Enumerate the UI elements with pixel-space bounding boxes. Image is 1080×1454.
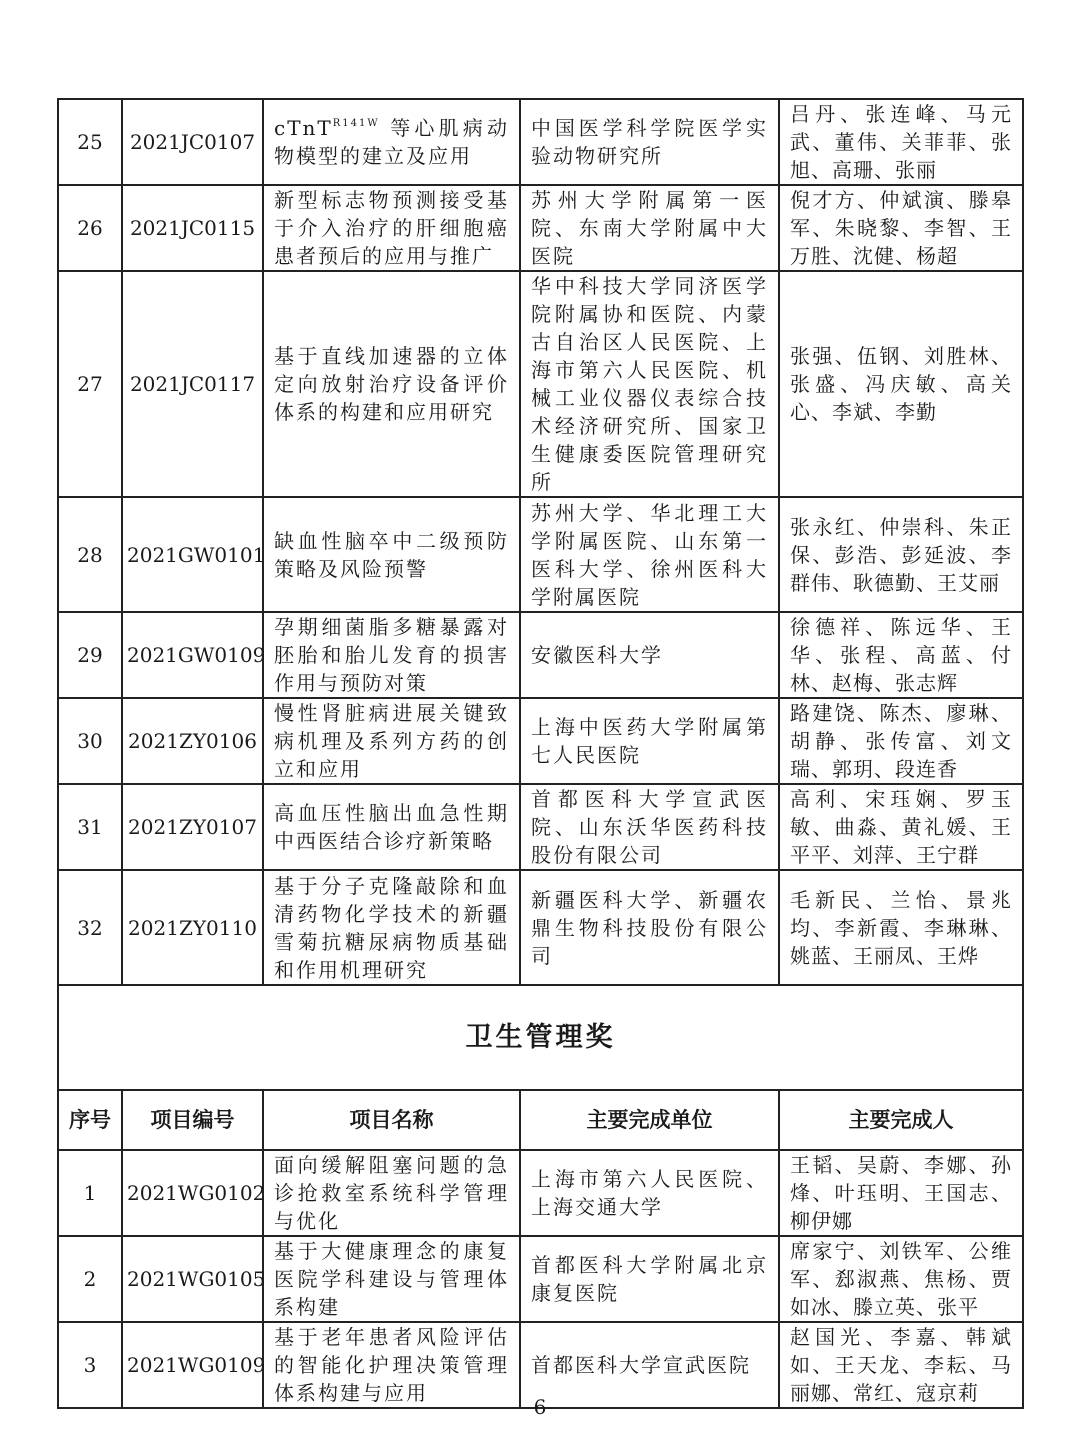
project-name: 基于大健康理念的康复医院学科建设与管理体系构建 [263, 1236, 520, 1322]
completion-unit: 苏州大学、华北理工大学附属医院、山东第一医科大学、徐州医科大学附属医院 [520, 497, 779, 612]
completion-unit: 上海中医药大学附属第七人民医院 [520, 698, 779, 784]
completion-people: 张永红、仲崇科、朱正保、彭浩、彭延波、李群伟、耿德勤、王艾丽 [779, 497, 1023, 612]
table-header-row [58, 1090, 1023, 1150]
header-name: 项目名称 [263, 1090, 520, 1150]
table-row [58, 99, 1023, 185]
section-title: 卫生管理奖 [58, 985, 1023, 1090]
row-number: 2 [58, 1236, 122, 1322]
project-name: 基于直线加速器的立体定向放射治疗设备评价体系的构建和应用研究 [263, 271, 520, 497]
project-code: 2021JC0107 [122, 99, 263, 185]
row-number: 30 [58, 698, 122, 784]
project-code: 2021WG0109 [122, 1322, 263, 1408]
table-row [58, 497, 1023, 612]
table-row [58, 1236, 1023, 1322]
completion-people: 倪才方、仲斌演、滕皋军、朱晓黎、李智、王万胜、沈健、杨超 [779, 185, 1023, 271]
completion-unit: 安徽医科大学 [520, 612, 779, 698]
header-no: 序号 [58, 1090, 122, 1150]
row-number: 3 [58, 1322, 122, 1408]
project-code: 2021WG0102 [122, 1150, 263, 1236]
project-name: 孕期细菌脂多糖暴露对胚胎和胎儿发育的损害作用与预防对策 [263, 612, 520, 698]
project-name: 慢性肾脏病进展关键致病机理及系列方药的创立和应用 [263, 698, 520, 784]
project-code: 2021ZY0110 [122, 870, 263, 985]
header-code: 项目编号 [122, 1090, 263, 1150]
table-row [58, 185, 1023, 271]
awards-table [57, 98, 1024, 1409]
completion-people: 毛新民、兰怡、景兆均、李新霞、李琳琳、姚蓝、王丽凤、王烨 [779, 870, 1023, 985]
completion-unit: 中国医学科学院医学实验动物研究所 [520, 99, 779, 185]
project-code: 2021JC0115 [122, 185, 263, 271]
row-number: 28 [58, 497, 122, 612]
completion-people: 徐德祥、陈远华、王华、张程、高蓝、付林、赵梅、张志辉 [779, 612, 1023, 698]
project-name: 基于老年患者风险评估的智能化护理决策管理体系构建与应用 [263, 1322, 520, 1408]
row-number: 25 [58, 99, 122, 185]
header-people: 主要完成人 [779, 1090, 1023, 1150]
completion-people: 路建饶、陈杰、廖琳、胡静、张传富、刘文瑞、郭玥、段连香 [779, 698, 1023, 784]
completion-unit: 上海市第六人民医院、上海交通大学 [520, 1150, 779, 1236]
row-number: 29 [58, 612, 122, 698]
mutation-superscript: R141W [332, 118, 380, 129]
row-number: 26 [58, 185, 122, 271]
completion-people: 赵国光、李嘉、韩斌如、王天龙、李耘、马丽娜、常红、寇京莉 [779, 1322, 1023, 1408]
project-code: 2021GW0101 [122, 497, 263, 612]
row-number: 1 [58, 1150, 122, 1236]
project-code: 2021ZY0107 [122, 784, 263, 870]
row-number: 27 [58, 271, 122, 497]
project-name: 高血压性脑出血急性期中西医结合诊疗新策略 [263, 784, 520, 870]
table-row [58, 271, 1023, 497]
project-code: 2021JC0117 [122, 271, 263, 497]
project-name: 新型标志物预测接受基于介入治疗的肝细胞癌患者预后的应用与推广 [263, 185, 520, 271]
project-name-prefix: cTnT [274, 116, 333, 140]
table-row [58, 698, 1023, 784]
table-row [58, 1150, 1023, 1236]
table-row [58, 870, 1023, 985]
project-name [263, 99, 520, 185]
table-row [58, 784, 1023, 870]
completion-people: 王韬、吴蔚、李娜、孙烽、叶珏明、王国志、柳伊娜 [779, 1150, 1023, 1236]
project-name: 基于分子克隆敲除和血清药物化学技术的新疆雪菊抗糖尿病物质基础和作用机理研究 [263, 870, 520, 985]
completion-unit: 首都医科大学附属北京康复医院 [520, 1236, 779, 1322]
row-number: 31 [58, 784, 122, 870]
completion-unit: 首都医科大学宣武医院、山东沃华医药科技股份有限公司 [520, 784, 779, 870]
row-number: 32 [58, 870, 122, 985]
project-code: 2021GW0109 [122, 612, 263, 698]
project-code: 2021ZY0106 [122, 698, 263, 784]
page-number: 6 [533, 1395, 547, 1419]
completion-unit: 苏州大学附属第一医院、东南大学附属中大医院 [520, 185, 779, 271]
project-name: 面向缓解阻塞问题的急诊抢救室系统科学管理与优化 [263, 1150, 520, 1236]
project-name-rest: 等心肌病动物模型的建立及应用 [274, 116, 509, 168]
section-row [58, 985, 1023, 1090]
completion-unit: 华中科技大学同济医学院附属协和医院、内蒙古自治区人民医院、上海市第六人民医院、机械工业仪器仪表综合技术经济研究所、国家卫生健康委医院管理研究所 [520, 271, 779, 497]
completion-people: 高利、宋珏娴、罗玉敏、曲淼、黄礼媛、王平平、刘萍、王宁群 [779, 784, 1023, 870]
project-code: 2021WG0105 [122, 1236, 263, 1322]
completion-people: 张强、伍钢、刘胜林、张盛、冯庆敏、高关心、李斌、李勤 [779, 271, 1023, 497]
completion-unit: 首都医科大学宣武医院 [520, 1322, 779, 1408]
completion-unit: 新疆医科大学、新疆农鼎生物科技股份有限公司 [520, 870, 779, 985]
header-unit: 主要完成单位 [520, 1090, 779, 1150]
project-name: 缺血性脑卒中二级预防策略及风险预警 [263, 497, 520, 612]
completion-people: 席家宁、刘铁军、公维军、郄淑燕、焦杨、贾如冰、滕立英、张平 [779, 1236, 1023, 1322]
completion-people: 吕丹、张连峰、马元武、董伟、关菲菲、张旭、高珊、张丽 [779, 99, 1023, 185]
table-row [58, 612, 1023, 698]
